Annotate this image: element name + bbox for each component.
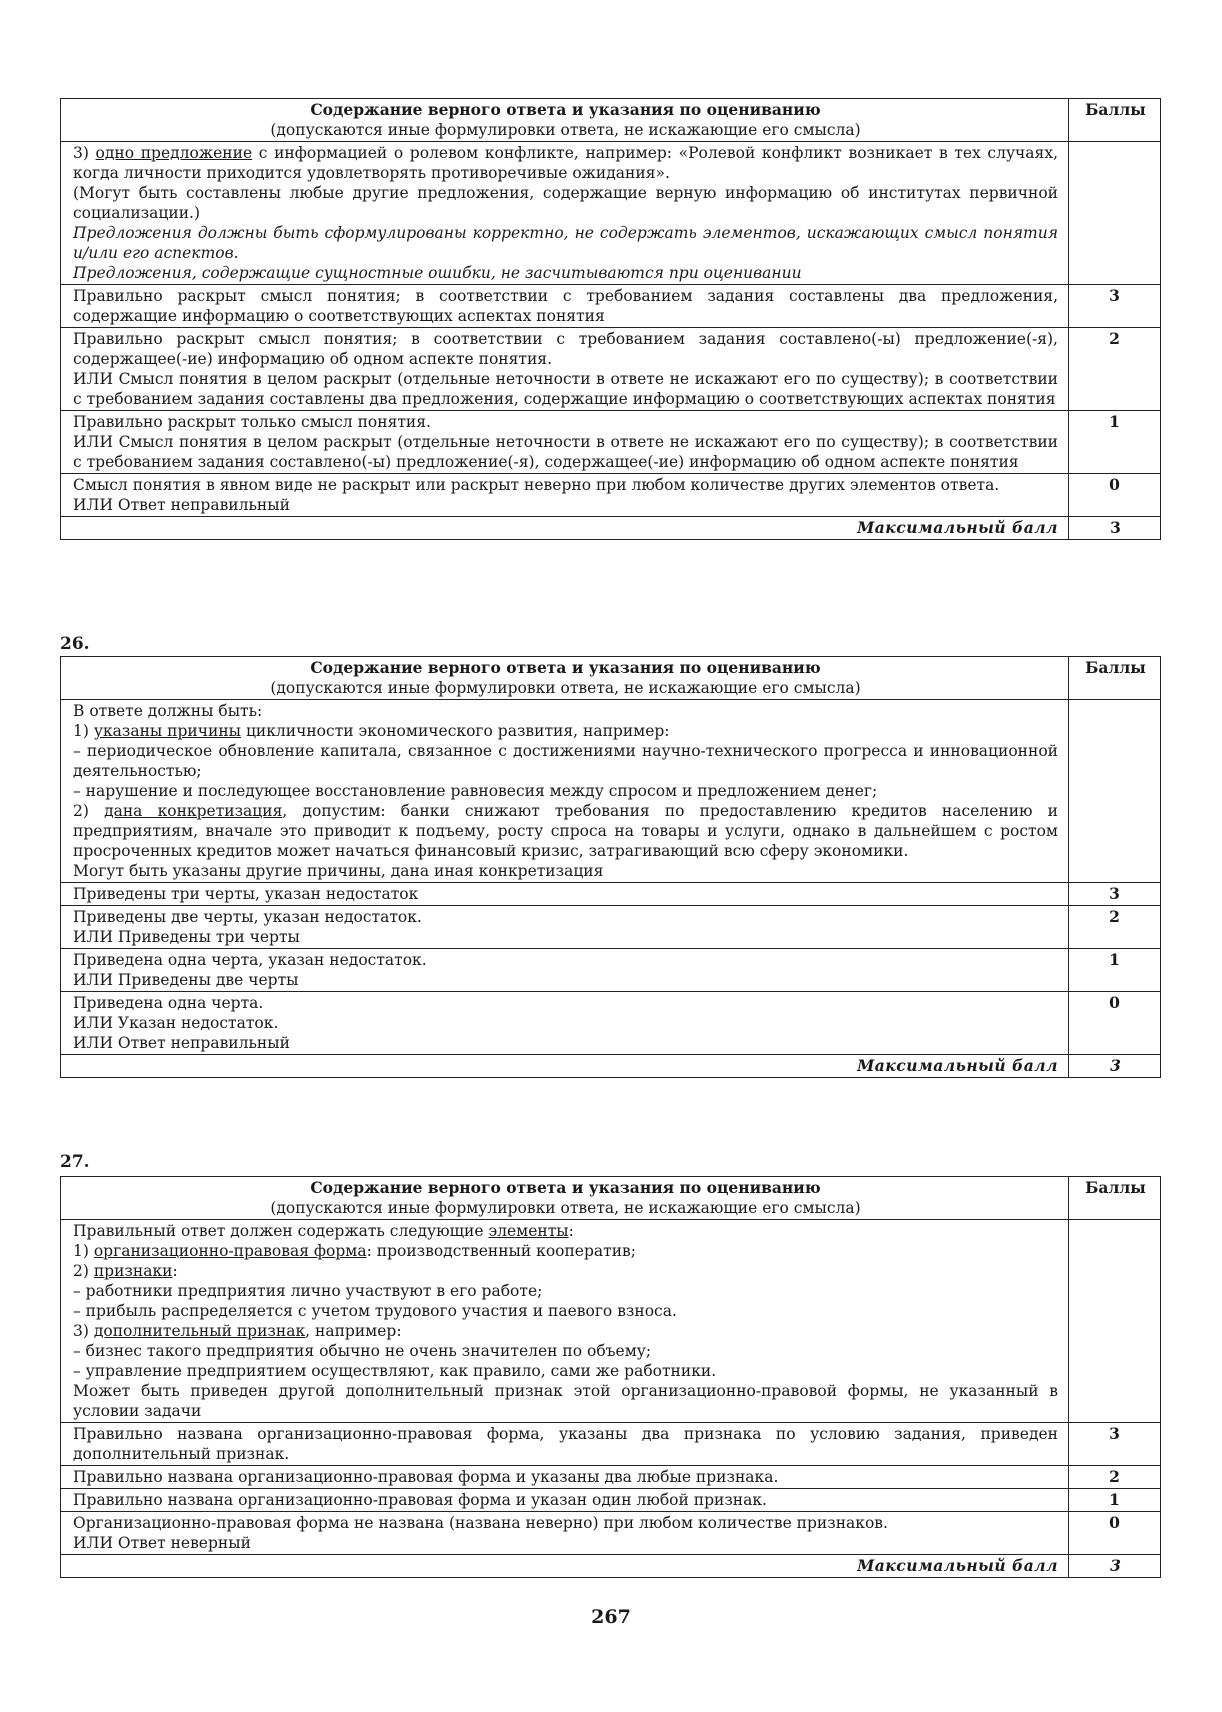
header-title-text: Содержание верного ответа и указания по оцениванию bbox=[310, 1178, 821, 1197]
content-line bbox=[73, 1221, 1058, 1241]
content-line: – периодическое обновление капитала, связанное с достижениями научно-технического прогресса и инновационной деятельностью; bbox=[73, 742, 1058, 780]
criteria-text bbox=[61, 1489, 1069, 1512]
criteria-row bbox=[61, 906, 1161, 949]
criteria-text bbox=[61, 992, 1069, 1055]
answer-content-row bbox=[61, 1220, 1161, 1423]
criteria-row bbox=[61, 1423, 1161, 1466]
content-line-italic: Предложения должны быть сформулированы корректно, не содержать элементов, искажающих смысл понятия и/или его аспектов. bbox=[73, 224, 1058, 262]
criteria-row bbox=[61, 328, 1161, 411]
criteria-text bbox=[61, 906, 1069, 949]
criteria-line: ИЛИ Ответ неверный bbox=[73, 1534, 251, 1552]
criteria-text bbox=[61, 285, 1069, 328]
criteria-table-25 bbox=[60, 98, 1161, 540]
criteria-row bbox=[61, 411, 1161, 474]
criteria-row bbox=[61, 1512, 1161, 1555]
line-prefix: 1) bbox=[73, 1242, 94, 1260]
max-score-value: 3 bbox=[1069, 1055, 1161, 1078]
underlined-term: указаны причины bbox=[93, 722, 242, 740]
criteria-line: Правильно раскрыт смысл понятия; в соответствии с требованием задания составлены два предложения, содержащие информацию о соответствующих аспектах понятия bbox=[73, 287, 1058, 325]
content-line: – нарушение и последующее восстановление равновесия между спросом и предложением денег; bbox=[73, 782, 878, 800]
score-header: Баллы bbox=[1069, 99, 1161, 142]
underlined-term: элементы bbox=[488, 1222, 569, 1240]
underlined-term: признаки bbox=[93, 1262, 173, 1280]
answer-content bbox=[61, 700, 1069, 883]
score-value: 3 bbox=[1069, 285, 1161, 328]
score-value: 3 bbox=[1069, 1423, 1161, 1466]
criteria-line: Приведена одна черта. bbox=[73, 994, 264, 1012]
criteria-line: Смысл понятия в явном виде не раскрыт или раскрыт неверно при любом количестве других элементов ответа. bbox=[73, 476, 1000, 494]
score-value: 1 bbox=[1069, 411, 1161, 474]
criteria-line: Приведены две черты, указан недостаток. bbox=[73, 908, 422, 926]
criteria-text bbox=[61, 1512, 1069, 1555]
criteria-text bbox=[61, 883, 1069, 906]
criteria-text bbox=[61, 474, 1069, 517]
criteria-line: Приведены три черты, указан недостаток bbox=[73, 885, 419, 903]
answer-content-row bbox=[61, 700, 1161, 883]
content-line bbox=[73, 143, 1058, 183]
criteria-line: ИЛИ Смысл понятия в целом раскрыт (отдельные неточности в ответе не искажают его по существу); в соответствии с требованием задания составлено(-ы) предложение(-я), содержащее(-ие) информацию об одном аспекте понятия bbox=[73, 433, 1058, 471]
criteria-row bbox=[61, 1489, 1161, 1512]
score-header: Баллы bbox=[1069, 1177, 1161, 1220]
criteria-text bbox=[61, 949, 1069, 992]
table-header bbox=[61, 1177, 1161, 1220]
line-prefix: 1) bbox=[73, 722, 94, 740]
line-prefix: 2) bbox=[73, 1262, 94, 1280]
empty-score-cell bbox=[1069, 142, 1161, 285]
answer-content bbox=[61, 1220, 1069, 1423]
criteria-line: ИЛИ Ответ неправильный bbox=[73, 1034, 290, 1052]
content-line: Может быть приведен другой дополнительный признак этой организационно-правовой формы, не указанный в условии задачи bbox=[73, 1382, 1058, 1420]
content-line: – управление предприятием осуществляют, как правило, сами же работники. bbox=[73, 1362, 717, 1380]
score-value: 3 bbox=[1069, 883, 1161, 906]
content-line bbox=[73, 1241, 1058, 1261]
max-score-label: Максимальный балл bbox=[61, 517, 1069, 540]
table-header bbox=[61, 657, 1161, 700]
score-value: 2 bbox=[1069, 906, 1161, 949]
criteria-text bbox=[61, 411, 1069, 474]
header-title bbox=[61, 657, 1069, 700]
criteria-row bbox=[61, 883, 1161, 906]
underlined-term: организационно-правовая форма bbox=[93, 1242, 367, 1260]
criteria-line: ИЛИ Смысл понятия в целом раскрыт (отдельные неточности в ответе не искажают его по существу); в соответствии с требованием задания составлены два предложения, содержащие информацию о соответствующих аспектах понятия bbox=[73, 370, 1058, 408]
score-value: 1 bbox=[1069, 949, 1161, 992]
criteria-row bbox=[61, 1466, 1161, 1489]
max-score-row bbox=[61, 517, 1161, 540]
line-prefix: 3) bbox=[73, 1322, 94, 1340]
max-score-row bbox=[61, 1555, 1161, 1578]
max-score-label: Максимальный балл bbox=[61, 1555, 1069, 1578]
content-line bbox=[73, 1321, 1058, 1341]
line-text: : производственный кооператив; bbox=[366, 1242, 636, 1260]
criteria-table-27 bbox=[60, 1176, 1161, 1578]
criteria-row bbox=[61, 949, 1161, 992]
header-title-text: Содержание верного ответа и указания по оцениванию bbox=[310, 100, 821, 119]
score-value: 1 bbox=[1069, 1489, 1161, 1512]
line-text: , например: bbox=[305, 1322, 402, 1340]
max-score-row bbox=[61, 1055, 1161, 1078]
criteria-row bbox=[61, 474, 1161, 517]
content-line: – работники предприятия лично участвуют в его работе; bbox=[73, 1282, 543, 1300]
header-subtitle: (допускаются иные формулировки ответа, не искажающие его смысла) bbox=[270, 121, 861, 139]
header-title bbox=[61, 1177, 1069, 1220]
header-title bbox=[61, 99, 1069, 142]
score-value: 0 bbox=[1069, 474, 1161, 517]
score-value: 2 bbox=[1069, 1466, 1161, 1489]
criteria-line: Приведена одна черта, указан недостаток. bbox=[73, 951, 427, 969]
question-number-26: 26. bbox=[60, 634, 90, 654]
content-line: – бизнес такого предприятия обычно не очень значителен по объему; bbox=[73, 1342, 652, 1360]
line-text: цикличности экономического развития, например: bbox=[241, 722, 670, 740]
criteria-line: ИЛИ Ответ неправильный bbox=[73, 496, 290, 514]
criteria-table-26 bbox=[60, 656, 1161, 1078]
line-prefix: Правильный ответ должен содержать следующие bbox=[73, 1222, 489, 1240]
criteria-text bbox=[61, 1423, 1069, 1466]
criteria-line: Правильно названа организационно-правовая форма и указан один любой признак. bbox=[73, 1491, 767, 1509]
max-score-value: 3 bbox=[1069, 517, 1161, 540]
criteria-line: Правильно раскрыт смысл понятия; в соответствии с требованием задания составлено(-ы) предложение(-я), содержащее(-ие) информацию об одном аспекте понятия. bbox=[73, 330, 1058, 368]
table-header bbox=[61, 99, 1161, 142]
content-line bbox=[73, 801, 1058, 861]
line-prefix: 2) bbox=[73, 802, 105, 820]
criteria-line: ИЛИ Приведены три черты bbox=[73, 928, 300, 946]
max-score-label: Максимальный балл bbox=[61, 1055, 1069, 1078]
criteria-row bbox=[61, 992, 1161, 1055]
empty-score-cell bbox=[1069, 700, 1161, 883]
criteria-line: Правильно раскрыт только смысл понятия. bbox=[73, 413, 431, 431]
criteria-line: Организационно-правовая форма не названа (названа неверно) при любом количестве признаков. bbox=[73, 1514, 888, 1532]
question-number-27: 27. bbox=[60, 1152, 90, 1172]
content-line: Могут быть указаны другие причины, дана иная конкретизация bbox=[73, 862, 604, 880]
score-value: 0 bbox=[1069, 1512, 1161, 1555]
criteria-line: ИЛИ Приведены две черты bbox=[73, 971, 299, 989]
underlined-term: одно предложение bbox=[95, 144, 253, 162]
empty-score-cell bbox=[1069, 1220, 1161, 1423]
content-line bbox=[73, 1261, 1058, 1281]
criteria-line: Правильно названа организационно-правовая форма, указаны два признака по условию задания, приведен дополнительный признак. bbox=[73, 1425, 1058, 1463]
line-text: : bbox=[172, 1262, 178, 1280]
underlined-term: дополнительный признак bbox=[93, 1322, 306, 1340]
line-text: : bbox=[568, 1222, 574, 1240]
line-text: с информацией о ролевом конфликте, например: «Ролевой конфликт возникает в тех случаях, когда личности приходится удовлетворять противоречивые ожидания». bbox=[73, 144, 1058, 182]
header-title-text: Содержание верного ответа и указания по оцениванию bbox=[310, 658, 821, 677]
content-line: – прибыль распределяется с учетом трудового участия и паевого взноса. bbox=[73, 1302, 677, 1320]
content-line: В ответе должны быть: bbox=[73, 702, 263, 720]
max-score-value: 3 bbox=[1069, 1555, 1161, 1578]
page-number: 267 bbox=[591, 1606, 631, 1628]
answer-content-row bbox=[61, 142, 1161, 285]
line-prefix: 3) bbox=[73, 144, 96, 162]
content-line: (Могут быть составлены любые другие предложения, содержащие верную информацию об институтах первичной социализации.) bbox=[73, 184, 1058, 222]
criteria-text bbox=[61, 1466, 1069, 1489]
score-value: 0 bbox=[1069, 992, 1161, 1055]
content-line bbox=[73, 721, 1058, 741]
underlined-term: дана конкретизация bbox=[104, 802, 283, 820]
score-value: 2 bbox=[1069, 328, 1161, 411]
criteria-line: ИЛИ Указан недостаток. bbox=[73, 1014, 279, 1032]
header-subtitle: (допускаются иные формулировки ответа, не искажающие его смысла) bbox=[270, 679, 861, 697]
score-header: Баллы bbox=[1069, 657, 1161, 700]
criteria-text bbox=[61, 328, 1069, 411]
answer-content bbox=[61, 142, 1069, 285]
criteria-line: Правильно названа организационно-правовая форма и указаны два любые признака. bbox=[73, 1468, 779, 1486]
line-text: , допустим: банки снижают требования по предоставлению кредитов населению и предприятиям, вначале это приводит к подъему, росту спроса на товары и услуги, однако в дальнейшем с ростом просроченных кредитов может начаться финансовый кризис, затрагивающий всю сферу экономики. bbox=[73, 802, 1059, 860]
criteria-row bbox=[61, 285, 1161, 328]
header-subtitle: (допускаются иные формулировки ответа, не искажающие его смысла) bbox=[270, 1199, 861, 1217]
content-line-italic: Предложения, содержащие сущностные ошибки, не засчитываются при оценивании bbox=[73, 264, 802, 282]
